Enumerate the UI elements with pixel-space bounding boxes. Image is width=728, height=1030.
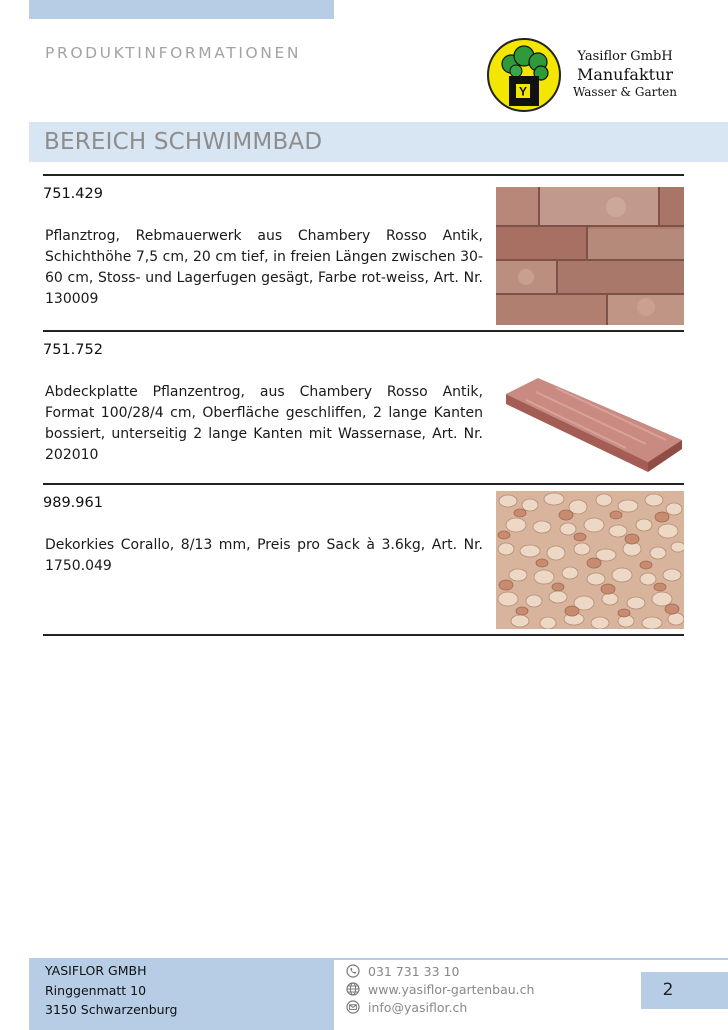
item-description: Abdeckplatte Pflanzentrog, aus Chambery Rosso Antik, Format 100/28/4 cm, Oberfläche geschliffen, 2 lange Kanten bossiert, unterseitig 2 lange Kanten mit Wassernase, Art. Nr. 202010 [45,384,483,463]
divider [43,483,684,485]
divider [43,330,684,332]
company-logo [487,38,687,114]
footer-company: YASIFLOR GMBH [45,963,147,978]
phone-number[interactable]: 031 731 33 10 [368,963,460,979]
divider [43,634,684,636]
footer-address-block [29,958,334,1030]
cover-slab-image [496,374,684,479]
globe-icon [346,982,360,996]
top-accent-bar [29,0,334,19]
logo-badge-letter: Y [518,84,528,99]
product-item [43,493,684,633]
page-title: BEREICH SCHWIMMBAD [44,129,323,155]
section-label: PRODUKTINFORMATIONEN [45,44,302,62]
item-number: 751.429 [43,186,103,202]
item-number: 751.752 [43,342,103,358]
logo-company-name: Yasiflor GmbH [577,49,673,64]
divider [43,174,684,176]
footer-street: Ringgenmatt 10 [45,982,147,998]
website-link[interactable]: www.yasiflor-gartenbau.ch [368,981,535,997]
item-description: Pflanztrog, Rebmauerwerk aus Chambery Rosso Antik, Schichthöhe 7,5 cm, 20 cm tief, in freien Längen zwischen 30-60 cm, Stoss- und Lagerfugen gesägt, Farbe rot-weiss, Art. Nr. 130009 [45,228,483,307]
gravel-image [496,491,684,629]
page-number: 2 [662,980,674,1000]
page-footer [29,958,728,1030]
product-item [43,340,684,482]
logo-tagline-main: Manufaktur [576,65,674,84]
page-number-box [641,972,728,1009]
stone-wall-image [496,187,684,325]
footer-city: 3150 Schwarzenburg [45,1002,178,1017]
title-band [29,122,728,162]
logo-badge [487,38,561,112]
footer-email [346,998,467,1016]
footer-phone [346,962,459,980]
item-number: 989.961 [43,495,103,511]
product-item [43,184,684,329]
email-icon [346,1000,360,1014]
logo-tagline-sub: Wasser & Garten [572,85,678,99]
email-link[interactable]: info@yasiflor.ch [368,999,468,1015]
phone-icon [346,964,360,978]
item-description: Dekorkies Corallo, 8/13 mm, Preis pro Sack à 3.6kg, Art. Nr. 1750.049 [45,537,483,574]
logo-text [563,49,687,100]
tree-icon [489,40,561,112]
footer-website [346,980,534,998]
